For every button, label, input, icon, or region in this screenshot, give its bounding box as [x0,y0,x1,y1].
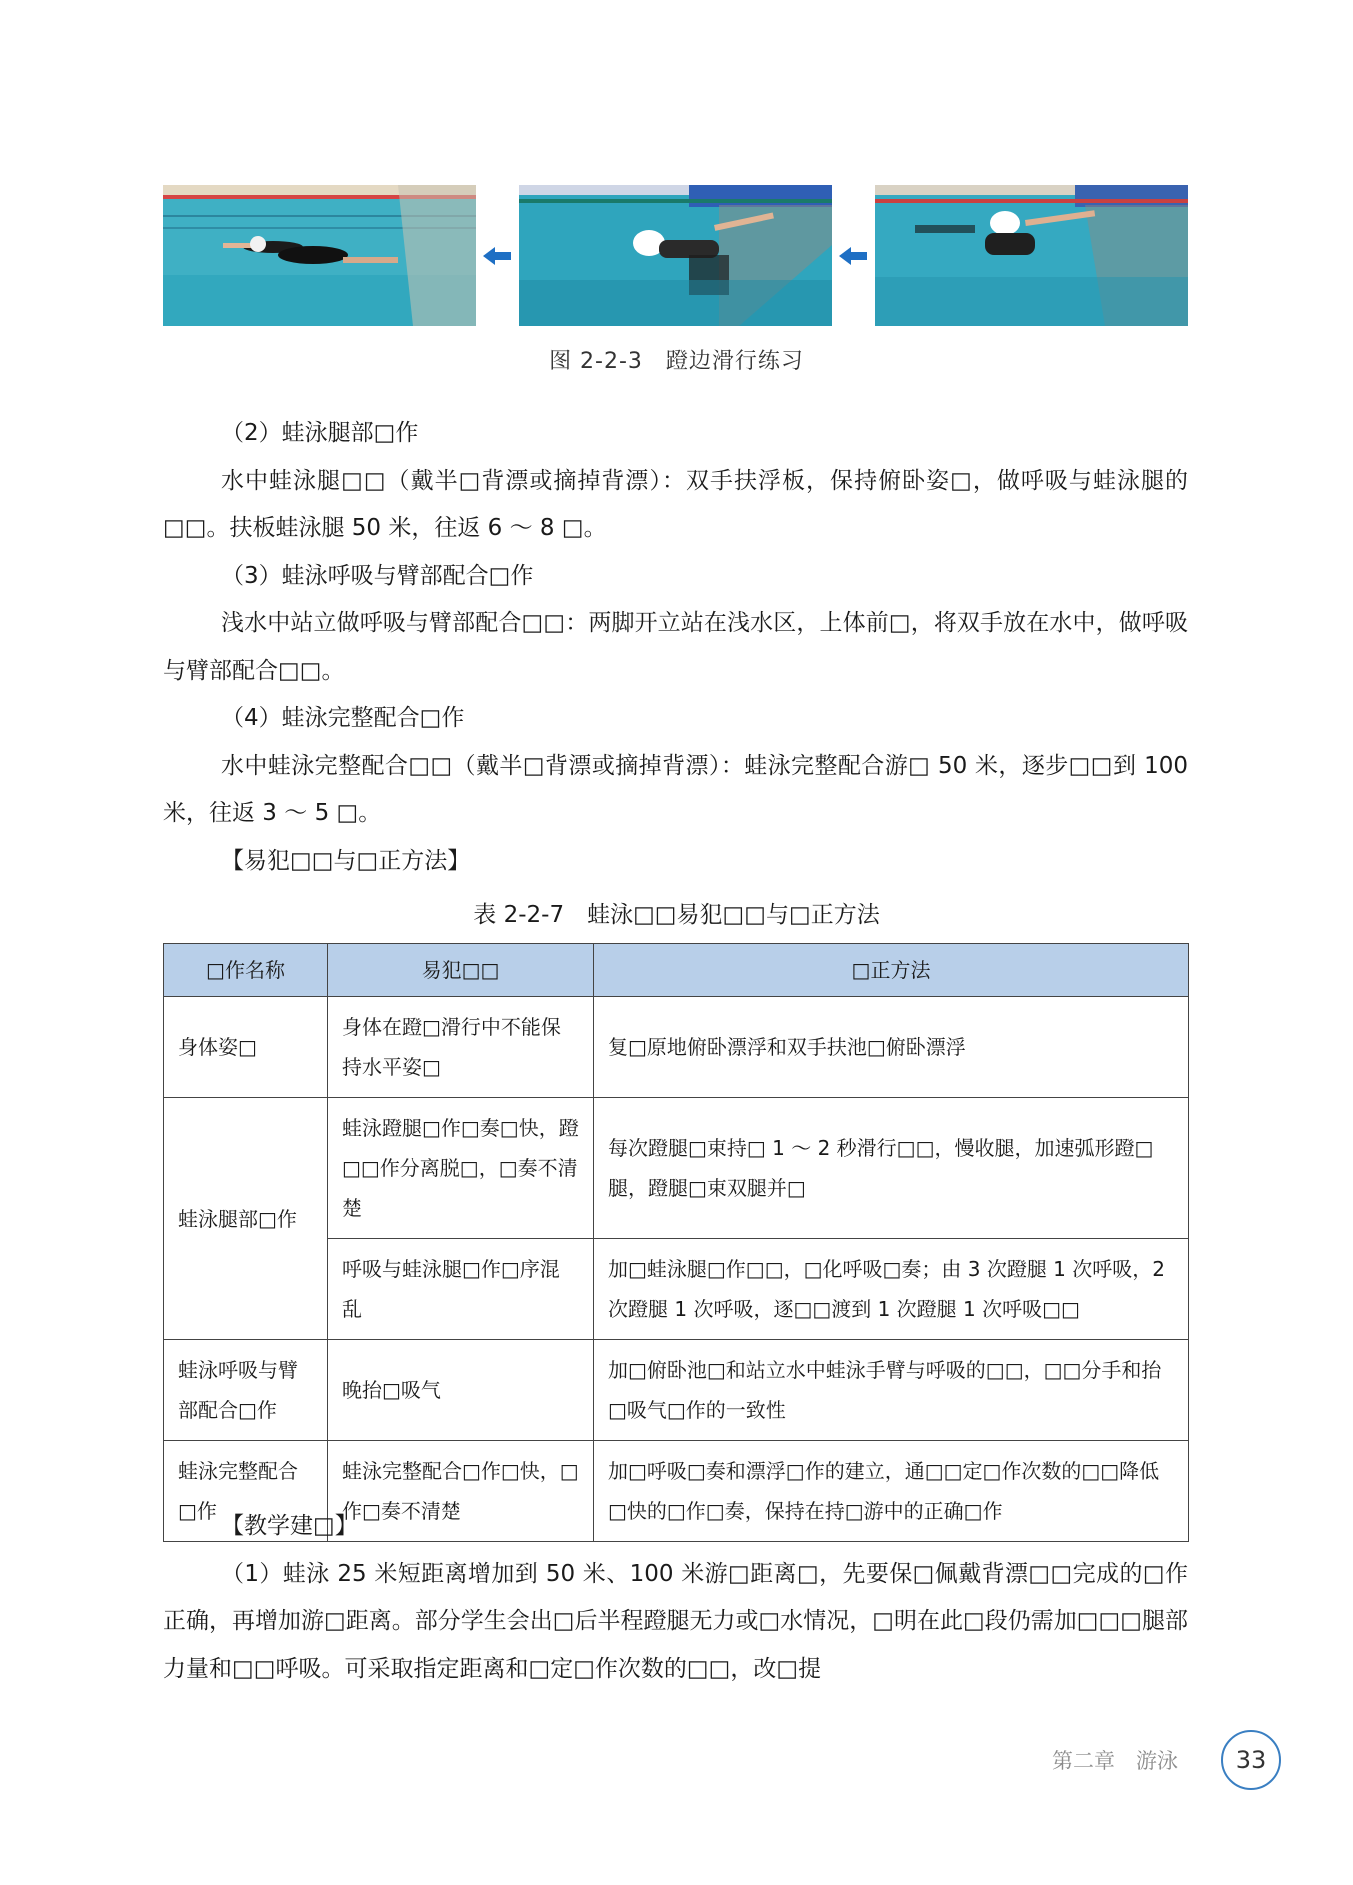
arrow-left-icon [839,247,867,265]
action-name-cell: 蛙泳完整配合□作 [164,1441,328,1542]
fix-cell: 加□蛙泳腿□作□□，□化呼吸□奏；由 3 次蹬腿 1 次呼吸，2 次蹬腿 1 次呼吸，逐□□渡到 1 次蹬腿 1 次呼吸□□ [594,1239,1189,1340]
paragraph: 水中蛙泳腿□□（戴半□背漂或摘掉背漂）：双手扶浮板，保持俯卧姿□，做呼吸与蛙泳腿的□□。扶板蛙泳腿 50 米，往返 6 ～ 8 □。 [163,467,1188,541]
error-cell: 晚抬□吸气 [328,1340,594,1441]
action-name-cell: 身体姿□ [164,997,328,1098]
table-row [164,997,1189,1098]
body-text-upper [163,410,1188,885]
table-caption: 表 2-2-7 蛙泳□□易犯□□与□正方法 [473,902,880,928]
page-number: 33 [1221,1730,1281,1790]
error-cell: 呼吸与蛙泳腿□作□序混乱 [328,1239,594,1340]
swimmer-gliding-photo [163,185,476,326]
table-row [164,1340,1189,1441]
fix-cell: 加□呼吸□奏和漂浮□作的建立，通□□定□作次数的□□降低□快的□作□奏，保持在持□游中的正确□作 [594,1441,1189,1542]
column-header: 易犯□□ [328,944,594,997]
body-text-lower [163,1503,1188,1693]
chapter-footer: 第二章 游泳 [1052,1749,1178,1773]
swimmer-preparing-push-photo [875,185,1188,326]
swimmer-holding-edge-photo [519,185,832,326]
teaching-heading: 【教学建□】 [221,1513,358,1539]
figure-caption: 图 2-2-3 蹬边滑行练习 [549,349,804,374]
error-cell: 身体在蹬□滑行中不能保持水平姿□ [328,997,594,1098]
fix-cell: 每次蹬腿□束持□ 1 ～ 2 秒滑行□□，慢收腿，加速弧形蹬□腿，蹬腿□束双腿并□ [594,1098,1189,1239]
figure-photo-strip [163,185,1188,326]
errors-heading: 【易犯□□与□正方法】 [221,847,471,874]
errors-table [163,943,1189,1542]
section-heading: （4）蛙泳完整配合□作 [221,705,465,731]
section-heading: （2）蛙泳腿部□作 [221,420,419,446]
arrow-left-icon [483,247,511,265]
error-cell: 蛙泳蹬腿□作□奏□快，蹬□□作分离脱□，□奏不清楚 [328,1098,594,1239]
column-header: □作名称 [164,944,328,997]
table-header-row [164,944,1189,997]
paragraph: 水中蛙泳完整配合□□（戴半□背漂或摘掉背漂）：蛙泳完整配合游□ 50 米，逐步□□到 100 米，往返 3 ～ 5 □。 [163,752,1188,826]
paragraph: （1）蛙泳 25 米短距离增加到 50 米、100 米游□距离□，先要保□佩戴背漂□□完成的□作正确，再增加游□距离。部分学生会出□后半程蹬腿无力或□水情况，□明在此□段仍需加□□□腿部力量和□□呼吸。可采取指定距离和□定□作次数的□□，改□提 [163,1560,1188,1682]
column-header: □正方法 [594,944,1189,997]
fix-cell: 复□原地俯卧漂浮和双手扶池□俯卧漂浮 [594,997,1189,1098]
paragraph: 浅水中站立做呼吸与臂部配合□□：两脚开立站在浅水区，上体前□，将双手放在水中，做呼吸与臂部配合□□。 [163,610,1188,684]
action-name-cell: 蛙泳腿部□作 [164,1098,328,1340]
error-cell: 蛙泳完整配合□作□快，□作□奏不清楚 [328,1441,594,1542]
table-row [164,1098,1189,1239]
section-heading: （3）蛙泳呼吸与臂部配合□作 [221,562,534,589]
action-name-cell: 蛙泳呼吸与臂部配合□作 [164,1340,328,1441]
fix-cell: 加□俯卧池□和站立水中蛙泳手臂与呼吸的□□，□□分手和抬□吸气□作的一致性 [594,1340,1189,1441]
